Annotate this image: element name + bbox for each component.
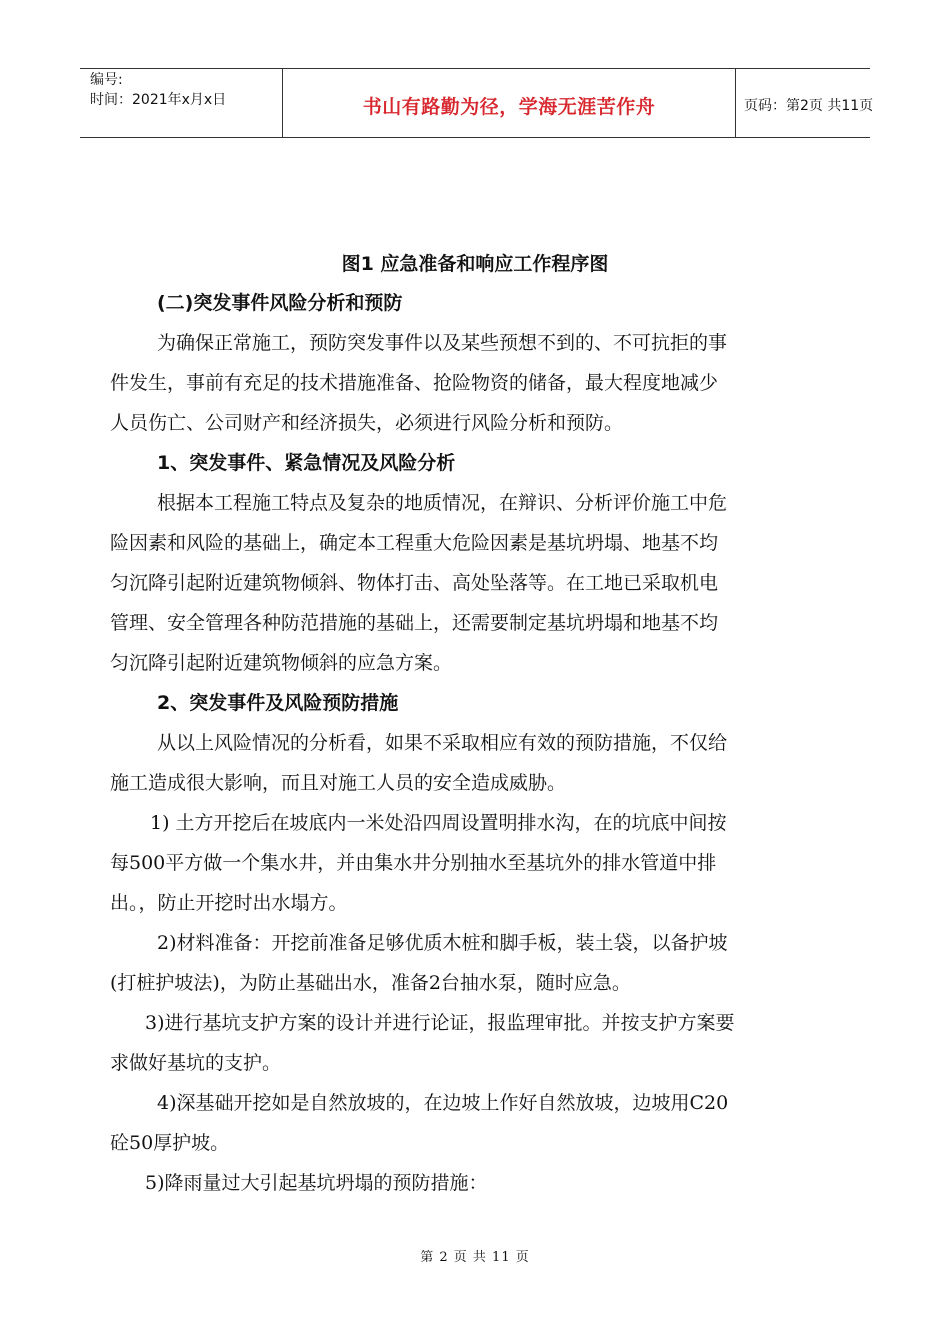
header-meta-cell	[80, 69, 282, 137]
document-number-label: 编号:	[90, 72, 123, 88]
subsection-2-title: 2、突发事件及风险预防措施	[157, 692, 399, 714]
intro-line-1: 为确保正常施工，预防突发事件以及某些预想不到的、不可抗拒的事	[157, 332, 728, 354]
sub2-line-2: 施工造成很大影响，而且对施工人员的安全造成威胁。	[110, 772, 567, 794]
item2-line-1: 2)材料准备：开挖前准备足够优质木桩和脚手板，装土袋，以备护坡	[157, 932, 728, 954]
item2-line-2: (打桩护坡法)，为防止基础出水，准备2台抽水泵，随时应急。	[110, 972, 631, 994]
header-page-info: 页码：第2页 共11页	[744, 98, 874, 114]
document-time-label: 时间：2021年x月x日	[90, 92, 227, 108]
section-title: (二)突发事件风险分析和预防	[157, 292, 403, 314]
sub1-line-3: 匀沉降引起附近建筑物倾斜、物体打击、高处坠落等。在工地已采取机电	[110, 572, 719, 594]
subsection-1-title: 1、突发事件、紧急情况及风险分析	[157, 452, 456, 474]
item1-line-1: 1) 土方开挖后在坡底内一米处沿四周设置明排水沟，在的坑底中间按	[150, 812, 727, 834]
item1-line-2: 每500平方做一个集水井，并由集水井分别抽水至基坑外的排水管道中排	[110, 852, 717, 874]
sub1-line-1: 根据本工程施工特点及复杂的地质情况，在辩识、分析评价施工中危	[157, 492, 728, 514]
item1-line-3: 出。，防止开挖时出水塌方。	[110, 892, 348, 914]
header-table	[80, 68, 874, 138]
sub1-line-2: 险因素和风险的基础上，确定本工程重大危险因素是基坑坍塌、地基不均	[110, 532, 719, 554]
sub2-line-1: 从以上风险情况的分析看，如果不采取相应有效的预防措施，不仅给	[157, 732, 728, 754]
header-motto: 书山有路勤为径，学海无涯苦作舟	[362, 96, 656, 118]
sub1-line-5: 匀沉降引起附近建筑物倾斜的应急方案。	[110, 652, 453, 674]
item3-line-1: 3)进行基坑支护方案的设计并进行论证，报监理审批。并按支护方案要	[145, 1012, 735, 1034]
header-page-cell	[734, 69, 874, 137]
sub1-line-4: 管理、安全管理各种防范措施的基础上，还需要制定基坑坍塌和地基不均	[110, 612, 719, 634]
item3-line-2: 求做好基坑的支护。	[110, 1052, 282, 1074]
item5-line-1: 5)降雨量过大引起基坑坍塌的预防措施：	[145, 1172, 488, 1194]
header-motto-cell	[282, 69, 736, 137]
intro-line-3: 人员伤亡、公司财产和经济损失，必须进行风险分析和预防。	[110, 412, 624, 434]
figure-title: 图1 应急准备和响应工作程序图	[341, 253, 609, 275]
item4-line-1: 4)深基础开挖如是自然放坡的，在边坡上作好自然放坡，边坡用C20	[157, 1092, 729, 1114]
item4-line-2: 砼50厚护坡。	[110, 1132, 230, 1154]
page-footer: 第 2 页 共 11 页	[420, 1250, 530, 1265]
intro-line-2: 件发生，事前有充足的技术措施准备、抢险物资的储备，最大程度地减少	[110, 372, 719, 394]
